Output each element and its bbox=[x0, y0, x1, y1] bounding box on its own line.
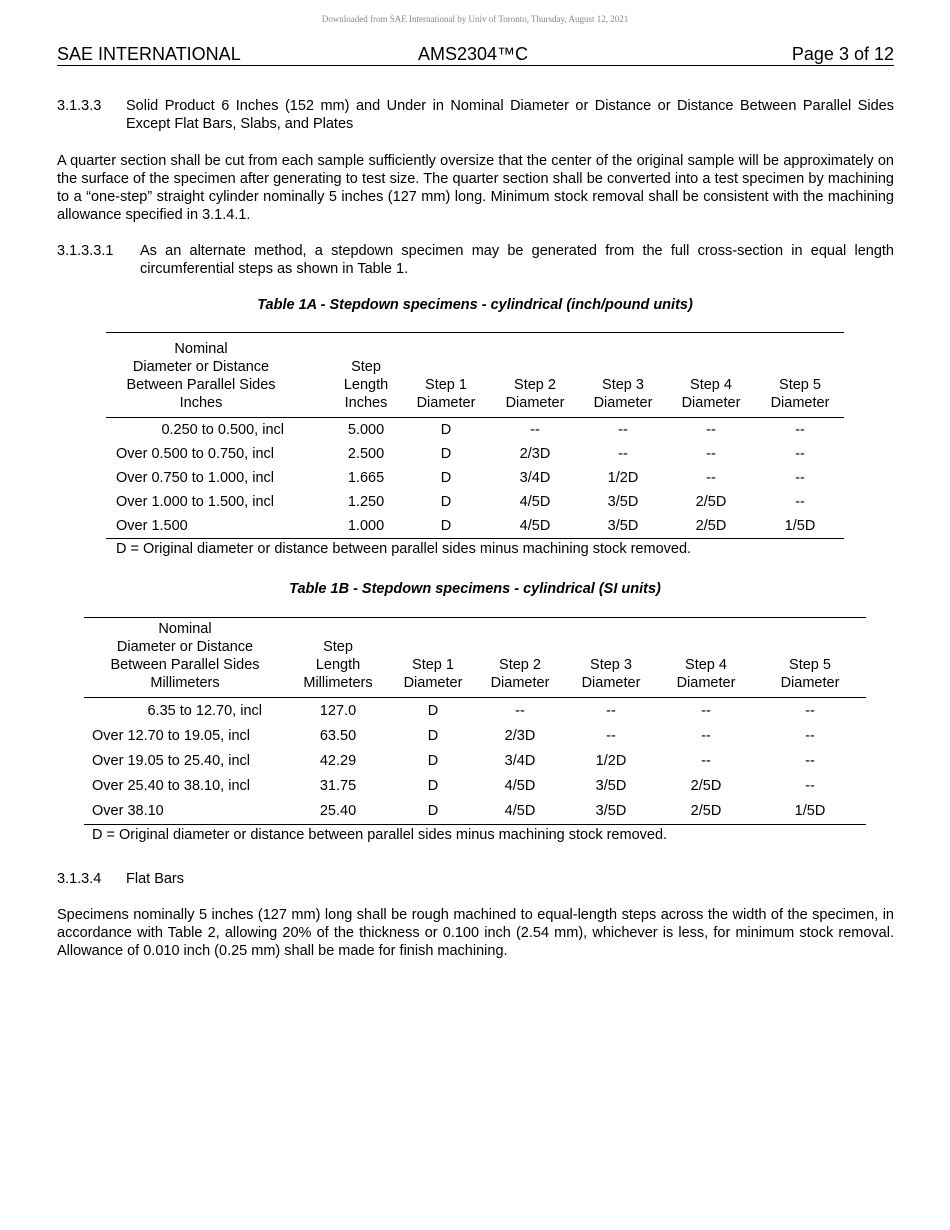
value-cell: 4/5D bbox=[519, 518, 551, 534]
value-cell: 63.50 bbox=[319, 728, 357, 744]
value-cell: 3/4D bbox=[519, 470, 551, 486]
range-cell: Over 1.000 to 1.500, incl bbox=[116, 494, 274, 510]
value-cell: -- bbox=[530, 422, 540, 438]
download-watermark: Downloaded from SAE International by Univ of Toronto, Thursday, August 12, 2021 bbox=[321, 14, 629, 24]
value-cell: 3/5D bbox=[607, 518, 639, 534]
value-cell: D bbox=[440, 494, 452, 510]
table-row bbox=[84, 702, 866, 720]
value-cell: -- bbox=[701, 728, 711, 744]
table-1b bbox=[84, 617, 866, 843]
column-header: Step 3 Diameter bbox=[581, 657, 641, 691]
table-row bbox=[84, 802, 866, 820]
value-cell: -- bbox=[701, 753, 711, 769]
range-cell: Over 0.500 to 0.750, incl bbox=[116, 446, 274, 462]
column-header: Step 2 Diameter bbox=[490, 657, 550, 691]
table-footnote: D = Original diameter or distance between parallel sides minus machining stock removed. bbox=[92, 827, 668, 843]
header-org: SAE INTERNATIONAL bbox=[57, 44, 241, 64]
column-header: Step 1 Diameter bbox=[403, 657, 463, 691]
value-cell: -- bbox=[706, 446, 716, 462]
range-cell: 0.250 to 0.500, incl bbox=[161, 422, 284, 438]
table-top-rule bbox=[84, 617, 866, 618]
value-cell: D bbox=[427, 728, 439, 744]
table-row bbox=[84, 777, 866, 795]
value-cell: D bbox=[440, 422, 452, 438]
column-header: Step 5 Diameter bbox=[770, 377, 830, 411]
column-header: Nominal Diameter or Distance Between Parallel Sides Inches bbox=[126, 341, 276, 411]
page-header bbox=[57, 44, 894, 66]
value-cell: 2/3D bbox=[504, 728, 536, 744]
table-top-rule bbox=[106, 332, 844, 333]
table-row bbox=[106, 517, 844, 535]
value-cell: 1/2D bbox=[607, 470, 639, 486]
column-header: Step 4 Diameter bbox=[676, 657, 736, 691]
range-cell: Over 12.70 to 19.05, incl bbox=[92, 728, 250, 744]
column-header: Nominal Diameter or Distance Between Parallel Sides Millimeters bbox=[110, 621, 260, 691]
section-number: 3.1.3.3.1 bbox=[57, 243, 114, 259]
table-row bbox=[84, 727, 866, 745]
value-cell: -- bbox=[606, 728, 616, 744]
value-cell: 1/2D bbox=[595, 753, 627, 769]
value-cell: -- bbox=[706, 470, 716, 486]
value-cell: -- bbox=[805, 703, 815, 719]
table-bottom-rule bbox=[106, 538, 844, 539]
column-header: Step 1 Diameter bbox=[416, 377, 476, 411]
section-number: 3.1.3.4 bbox=[57, 871, 102, 887]
value-cell: -- bbox=[701, 703, 711, 719]
value-cell: 42.29 bbox=[319, 753, 357, 769]
value-cell: -- bbox=[795, 494, 805, 510]
header-doc-number: AMS2304™C bbox=[418, 44, 529, 64]
table-bottom-rule bbox=[84, 824, 866, 825]
value-cell: 1.250 bbox=[347, 494, 385, 510]
value-cell: D bbox=[427, 803, 439, 819]
table-1a-caption: Table 1A - Stepdown specimens - cylindrical (inch/pound units) bbox=[257, 297, 693, 313]
range-cell: Over 25.40 to 38.10, incl bbox=[92, 778, 250, 794]
table-row bbox=[106, 493, 844, 511]
value-cell: 4/5D bbox=[504, 803, 536, 819]
value-cell: -- bbox=[795, 446, 805, 462]
value-cell: 2/5D bbox=[690, 803, 722, 819]
value-cell: -- bbox=[805, 778, 815, 794]
value-cell: D bbox=[427, 778, 439, 794]
range-cell: Over 1.500 bbox=[116, 518, 188, 534]
value-cell: 31.75 bbox=[319, 778, 357, 794]
table-1a bbox=[106, 332, 844, 557]
value-cell: 2/5D bbox=[690, 778, 722, 794]
column-header: Step Length Millimeters bbox=[303, 639, 373, 691]
table-1b-caption: Table 1B - Stepdown specimens - cylindrical (SI units) bbox=[289, 581, 661, 597]
section-number: 3.1.3.3 bbox=[57, 98, 102, 114]
value-cell: D bbox=[427, 703, 439, 719]
value-cell: 25.40 bbox=[319, 803, 357, 819]
header-page-number: Page 3 of 12 bbox=[791, 44, 894, 64]
column-header: Step 3 Diameter bbox=[593, 377, 653, 411]
header-rule bbox=[84, 697, 866, 698]
value-cell: 3/4D bbox=[504, 753, 536, 769]
value-cell: D bbox=[440, 518, 452, 534]
value-cell: D bbox=[440, 470, 452, 486]
value-cell: -- bbox=[515, 703, 525, 719]
value-cell: 1/5D bbox=[794, 803, 826, 819]
header-rule bbox=[106, 417, 844, 418]
value-cell: -- bbox=[805, 728, 815, 744]
column-header: Step 5 Diameter bbox=[780, 657, 840, 691]
table-footnote: D = Original diameter or distance between parallel sides minus machining stock removed. bbox=[116, 541, 692, 557]
value-cell: 2/3D bbox=[519, 446, 551, 462]
value-cell: 3/5D bbox=[595, 778, 627, 794]
section-title: Solid Product 6 Inches (152 mm) and Under in Nominal Diameter or Distance or Distance Between Parallel Sides Except Flat Bars, Slabs, and Plates bbox=[126, 98, 894, 132]
value-cell: -- bbox=[706, 422, 716, 438]
value-cell: 127.0 bbox=[319, 703, 357, 719]
value-cell: 1/5D bbox=[784, 518, 816, 534]
range-cell: Over 0.750 to 1.000, incl bbox=[116, 470, 274, 486]
value-cell: 5.000 bbox=[347, 422, 385, 438]
value-cell: -- bbox=[805, 753, 815, 769]
value-cell: D bbox=[427, 753, 439, 769]
column-header: Step Length Inches bbox=[343, 359, 389, 411]
value-cell: 1.000 bbox=[347, 518, 385, 534]
range-cell: 6.35 to 12.70, incl bbox=[147, 703, 262, 719]
table-row bbox=[84, 752, 866, 770]
table-row bbox=[106, 469, 844, 487]
value-cell: 1.665 bbox=[347, 470, 385, 486]
value-cell: -- bbox=[795, 422, 805, 438]
range-cell: Over 19.05 to 25.40, incl bbox=[92, 753, 250, 769]
value-cell: 2.500 bbox=[347, 446, 385, 462]
value-cell: 3/5D bbox=[607, 494, 639, 510]
value-cell: 3/5D bbox=[595, 803, 627, 819]
paragraph: Specimens nominally 5 inches (127 mm) long shall be rough machined to equal-length steps across the width of the specimen, in accordance with Table 2, allowing 20% of the thickness or 0.100 inch (2.54 mm), whichever is less, for minimum stock removal. Allowance of 0.010 inch (0.25 mm) shall be made for finish machining. bbox=[57, 907, 894, 959]
column-header: Step 4 Diameter bbox=[681, 377, 741, 411]
table-row bbox=[106, 445, 844, 463]
value-cell: -- bbox=[606, 703, 616, 719]
column-header: Step 2 Diameter bbox=[505, 377, 565, 411]
value-cell: 2/5D bbox=[695, 518, 727, 534]
value-cell: D bbox=[440, 446, 452, 462]
value-cell: -- bbox=[795, 470, 805, 486]
section-text: As an alternate method, a stepdown specimen may be generated from the full cross-section in equal length circumferential steps as shown in Table 1. bbox=[140, 243, 894, 277]
value-cell: 4/5D bbox=[504, 778, 536, 794]
value-cell: -- bbox=[618, 422, 628, 438]
value-cell: 2/5D bbox=[695, 494, 727, 510]
value-cell: -- bbox=[618, 446, 628, 462]
section-title: Flat Bars bbox=[126, 871, 185, 887]
table-row bbox=[106, 421, 844, 439]
value-cell: 4/5D bbox=[519, 494, 551, 510]
paragraph: A quarter section shall be cut from each sample sufficiently oversize that the center of the original sample will be approximately on the surface of the specimen after generating to test size. The quarter section shall be converted into a test specimen by machining to a “one-step” straight cylinder nominally 5 inches (127 mm) long. Minimum stock removal shall be consistent with the machining allowance specified in 3.1.4.1. bbox=[57, 153, 894, 223]
range-cell: Over 38.10 bbox=[92, 803, 164, 819]
